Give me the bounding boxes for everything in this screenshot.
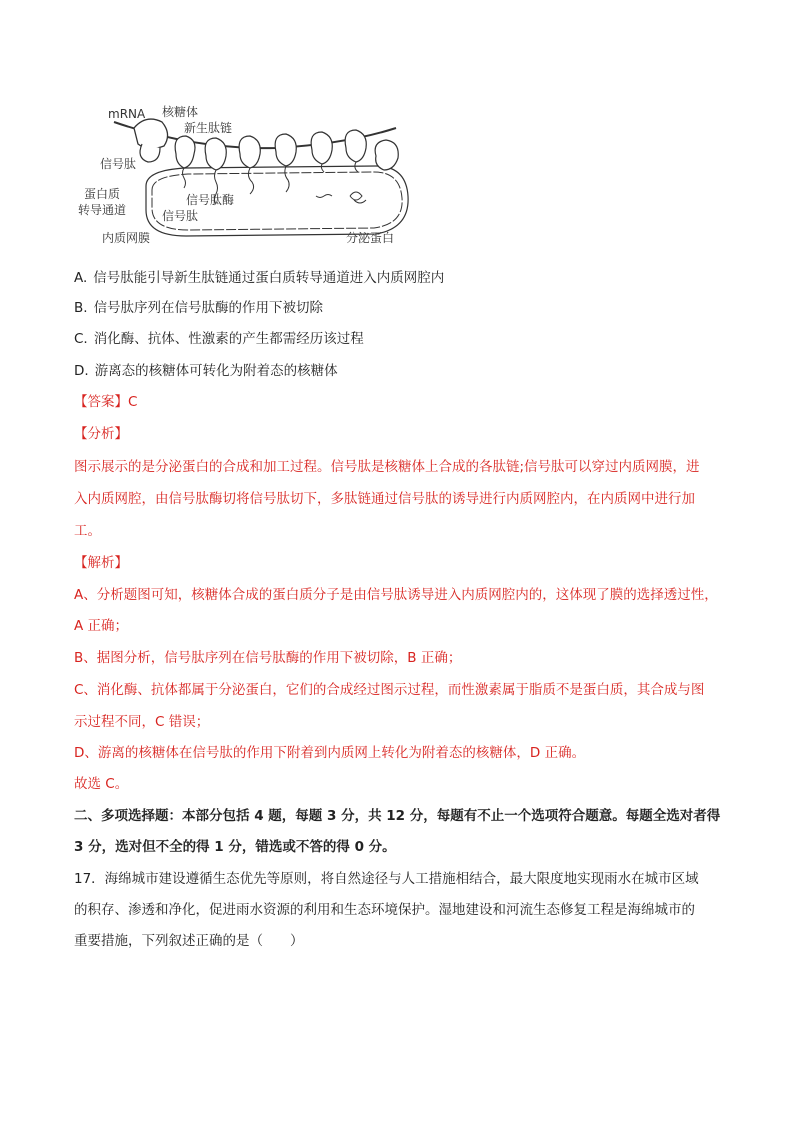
label-nascent-chain: 新生肽链 <box>184 121 233 135</box>
label-signal-peptidase: 信号肽酶 <box>186 193 235 207</box>
free-ribosome-icon <box>134 119 168 148</box>
chain-5 <box>321 164 324 172</box>
label-channel-line2: 转导通道 <box>78 203 127 217</box>
secreted-protein-coil <box>350 192 366 203</box>
label-mrna: mRNA <box>108 107 146 121</box>
ribosome-2 <box>205 138 226 170</box>
label-channel-line1: 蛋白质 <box>84 187 121 201</box>
explanation-line-6: D、游离的核糖体在信号肽的作用下附着到内质网上转化为附着态的核糖体，D 正确。 <box>74 745 586 761</box>
ribosome-5 <box>311 132 332 164</box>
option-letter: D. <box>74 363 89 379</box>
explanation-line-7: 故选 C。 <box>74 776 129 792</box>
explanation-line-5: 示过程不同，C 错误； <box>74 714 210 730</box>
option-letter: B. <box>74 300 88 316</box>
question-17-line-2: 的积存、渗透和净化，促进雨水资源的利用和生态环境保护。湿地建设和河流生态修复工程是海绵城市的 <box>74 902 695 918</box>
label-signal-peptide-2: 信号肽 <box>162 209 199 223</box>
question-17-line-1: 17．海绵城市建设遵循生态优先等原则，将自然途径与人工措施相结合，最大限度地实现雨水在城市区域 <box>74 871 699 887</box>
analysis-label: 【分析】 <box>74 426 128 442</box>
option-letter: A. <box>74 270 88 286</box>
option-letter: C. <box>74 331 88 347</box>
analysis-line-2: 入内质网腔，由信号肽酶切将信号肽切下，多肽链通过信号肽的诱导进行内质网腔内，在内质网中进行加 <box>74 491 695 507</box>
chain-1 <box>183 168 186 188</box>
option-text: 信号肽序列在信号肽酶的作用下被切除 <box>93 300 324 316</box>
explanation-line-4: C、消化酶、抗体都属于分泌蛋白，它们的合成经过图示过程，而性激素属于脂质不是蛋白质，其合成与图 <box>74 682 705 698</box>
question-17-line-3: 重要措施，下列叙述正确的是（ ） <box>74 933 304 949</box>
answer-value: C <box>128 394 138 410</box>
section-heading-line-1: 二、多项选择题：本部分包括 4 题，每题 3 分，共 12 分，每题有不止一个选项符合题意。每题全选对者得 <box>74 808 721 824</box>
chain-3 <box>248 168 253 194</box>
label-signal-peptide: 信号肽 <box>100 157 137 171</box>
option-c <box>74 329 364 349</box>
analysis-line-3: 工。 <box>74 523 101 539</box>
ribosome-4 <box>275 134 296 166</box>
explanation-line-1: A、分析题图可知，核糖体合成的蛋白质分子是由信号肽诱导进入内质网腔内的，这体现了膜的选择透过性， <box>74 587 718 603</box>
option-text: 消化酶、抗体、性激素的产生都需经历该过程 <box>93 331 364 347</box>
chain-4 <box>285 166 289 192</box>
label-ribosome: 核糖体 <box>162 105 199 119</box>
label-secreted-protein: 分泌蛋白 <box>346 231 395 245</box>
attached-ribosomes <box>175 130 398 170</box>
chain-7 <box>355 162 358 172</box>
secretory-protein-diagram <box>76 100 416 250</box>
explanation-line-3: B、据图分析，信号肽序列在信号肽酶的作用下被切除，B 正确； <box>74 650 462 666</box>
option-b <box>74 298 323 318</box>
diagram-svg <box>76 100 416 250</box>
option-text: 游离态的核糖体可转化为附着态的核糖体 <box>94 363 338 379</box>
label-er-membrane: 内质网膜 <box>102 231 151 245</box>
ribosome-3 <box>239 136 260 168</box>
option-a <box>74 268 444 288</box>
chain-6 <box>316 195 332 198</box>
option-d <box>74 361 338 381</box>
ribosome-6 <box>345 130 366 162</box>
answer-line <box>74 392 137 412</box>
free-ribosome-right <box>375 140 398 170</box>
ribosome-1 <box>175 136 195 168</box>
explanation-line-2: A 正确； <box>74 618 129 634</box>
option-text: 信号肽能引导新生肽链通过蛋白质转导通道进入内质网腔内 <box>93 270 445 286</box>
section-heading-line-2: 3 分，选对但不全的得 1 分，错选或不答的得 0 分。 <box>74 839 396 855</box>
analysis-line-1: 图示展示的是分泌蛋白的合成和加工过程。信号肽是核糖体上合成的各肽链;信号肽可以穿过内质网膜，进 <box>74 459 700 475</box>
answer-label: 【答案】 <box>74 394 128 410</box>
explanation-label: 【解析】 <box>74 555 128 571</box>
